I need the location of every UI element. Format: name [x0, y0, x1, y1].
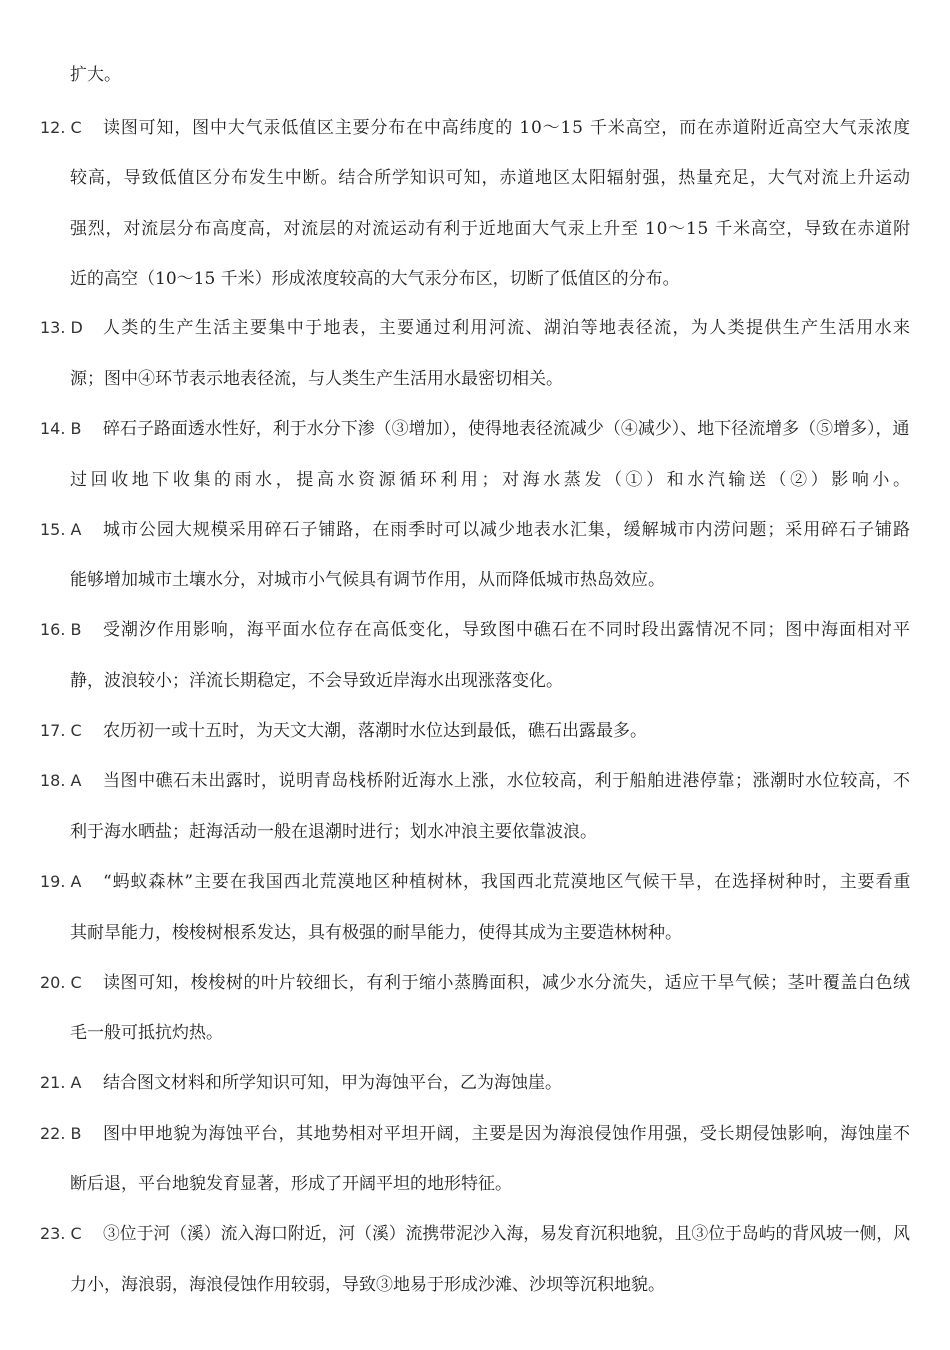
answer-item	[0, 615, 950, 645]
text-line	[0, 918, 950, 948]
answer-number: 14. B	[40, 419, 82, 438]
line-text: 农历初一或十五时，为天文大潮，落潮时水位达到最低，礁石出露最多。	[103, 721, 647, 741]
text-line	[0, 264, 950, 294]
answer-number: 21. A	[40, 1073, 82, 1092]
line-text: 过回收地下收集的雨水，提高水资源循环利用；对海水蒸发（①）和水汽输送（②）影响小。	[70, 470, 914, 490]
line-text: 其耐旱能力，梭梭树根系发达，具有极强的耐旱能力，使得其成为主要造林树种。	[70, 923, 682, 943]
answer-number: 23. C	[40, 1224, 82, 1243]
text-line	[0, 465, 950, 495]
answer-item	[0, 1219, 950, 1249]
line-text: 断后退，平台地貌发育显著，形成了开阔平坦的地形特征。	[70, 1174, 512, 1194]
answer-item	[0, 313, 950, 343]
line-text: 能够增加城市土壤水分，对城市小气候具有调节作用，从而降低城市热岛效应。	[70, 570, 665, 590]
text-line	[0, 163, 950, 193]
line-text: ③位于河（溪）流入海口附近，河（溪）流携带泥沙入海，易发育沉积地貌，且③位于岛屿的背风坡一侧，风	[103, 1224, 910, 1244]
line-text: 碎石子路面透水性好，利于水分下渗（③增加），使得地表径流减少（④减少）、地下径流增多（⑤增多），通	[103, 419, 910, 439]
answer-item	[0, 867, 950, 897]
answer-item	[0, 1068, 950, 1098]
text-line	[0, 60, 950, 90]
line-text: “蚂蚁森林”主要在我国西北荒漠地区种植树林，我国西北荒漠地区气候干旱，在选择树种时，主要看重	[103, 872, 912, 892]
cut-off-line	[0, 1270, 950, 1295]
answer-number: 22. B	[40, 1124, 82, 1143]
answer-item	[0, 766, 950, 796]
text-line	[0, 817, 950, 847]
line-text: 读图可知，梭梭树的叶片较细长，有利于缩小蒸腾面积，减少水分流失，适应干旱气候；茎叶覆盖白色绒	[103, 973, 911, 993]
text-line	[0, 1018, 950, 1048]
answer-item	[0, 414, 950, 444]
line-text: 图中甲地貌为海蚀平台，其地势相对平坦开阔，主要是因为海浪侵蚀作用强，受长期侵蚀影响，海蚀崖不	[103, 1124, 911, 1144]
answer-number: 19. A	[40, 872, 82, 891]
line-text: 较高，导致低值区分布发生中断。结合所学知识可知，赤道地区太阳辐射强，热量充足，大气对流上升运动	[70, 168, 911, 188]
answer-number: 12. C	[40, 118, 82, 137]
line-text: 城市公园大规模采用碎石子铺路，在雨季时可以减少地表水汇集，缓解城市内涝问题；采用碎石子铺路	[103, 520, 911, 540]
answer-number: 20. C	[40, 973, 82, 992]
answer-item	[0, 113, 950, 143]
answer-item	[0, 1119, 950, 1149]
text-line	[0, 1169, 950, 1199]
line-text: 静，波浪较小；洋流长期稳定，不会导致近岸海水出现涨落变化。	[70, 671, 563, 691]
line-text: 读图可知，图中大气汞低值区主要分布在中高纬度的 10～15 千米高空，而在赤道附近高空大气汞浓度	[103, 118, 911, 138]
line-text: 毛一般可抵抗灼热。	[70, 1023, 223, 1043]
answer-number: 13. D	[40, 318, 83, 337]
line-text: 人类的生产生活主要集中于地表，主要通过利用河流、湖泊等地表径流，为人类提供生产生活用水来	[103, 318, 912, 338]
line-text: 扩大。	[70, 65, 121, 85]
line-text: 力小，海浪弱，海浪侵蚀作用较弱，导致③地易于形成沙滩、沙坝等沉积地貌。	[70, 1275, 665, 1295]
answer-number: 15. A	[40, 520, 82, 539]
line-text: 结合图文材料和所学知识可知，甲为海蚀平台，乙为海蚀崖。	[103, 1073, 562, 1093]
answer-item	[0, 968, 950, 998]
answer-number: 18. A	[40, 771, 82, 790]
answer-number: 17. C	[40, 721, 82, 740]
line-text: 强烈，对流层分布高度高，对流层的对流运动有利于近地面大气汞上升至 10～15 千米高空，导致在赤道附	[70, 219, 911, 239]
line-text: 近的高空（10～15 千米）形成浓度较高的大气汞分布区，切断了低值区的分布。	[70, 269, 680, 289]
text-line	[0, 666, 950, 696]
text-line	[0, 214, 950, 244]
line-text: 利于海水晒盐；赶海活动一般在退潮时进行；划水冲浪主要依靠波浪。	[70, 822, 597, 842]
text-line	[0, 364, 950, 394]
answer-number: 16. B	[40, 620, 82, 639]
answer-item	[0, 515, 950, 545]
text-line	[0, 565, 950, 595]
line-text: 受潮汐作用影响，海平面水位存在高低变化，导致图中礁石在不同时段出露情况不同；图中海面相对平	[103, 620, 911, 640]
line-text: 源；图中④环节表示地表径流，与人类生产生活用水最密切相关。	[70, 369, 563, 389]
line-text: 当图中礁石未出露时，说明青岛栈桥附近海水上涨，水位较高，利于船舶进港停靠；涨潮时水位较高，不	[103, 771, 911, 791]
answer-item	[0, 716, 950, 746]
